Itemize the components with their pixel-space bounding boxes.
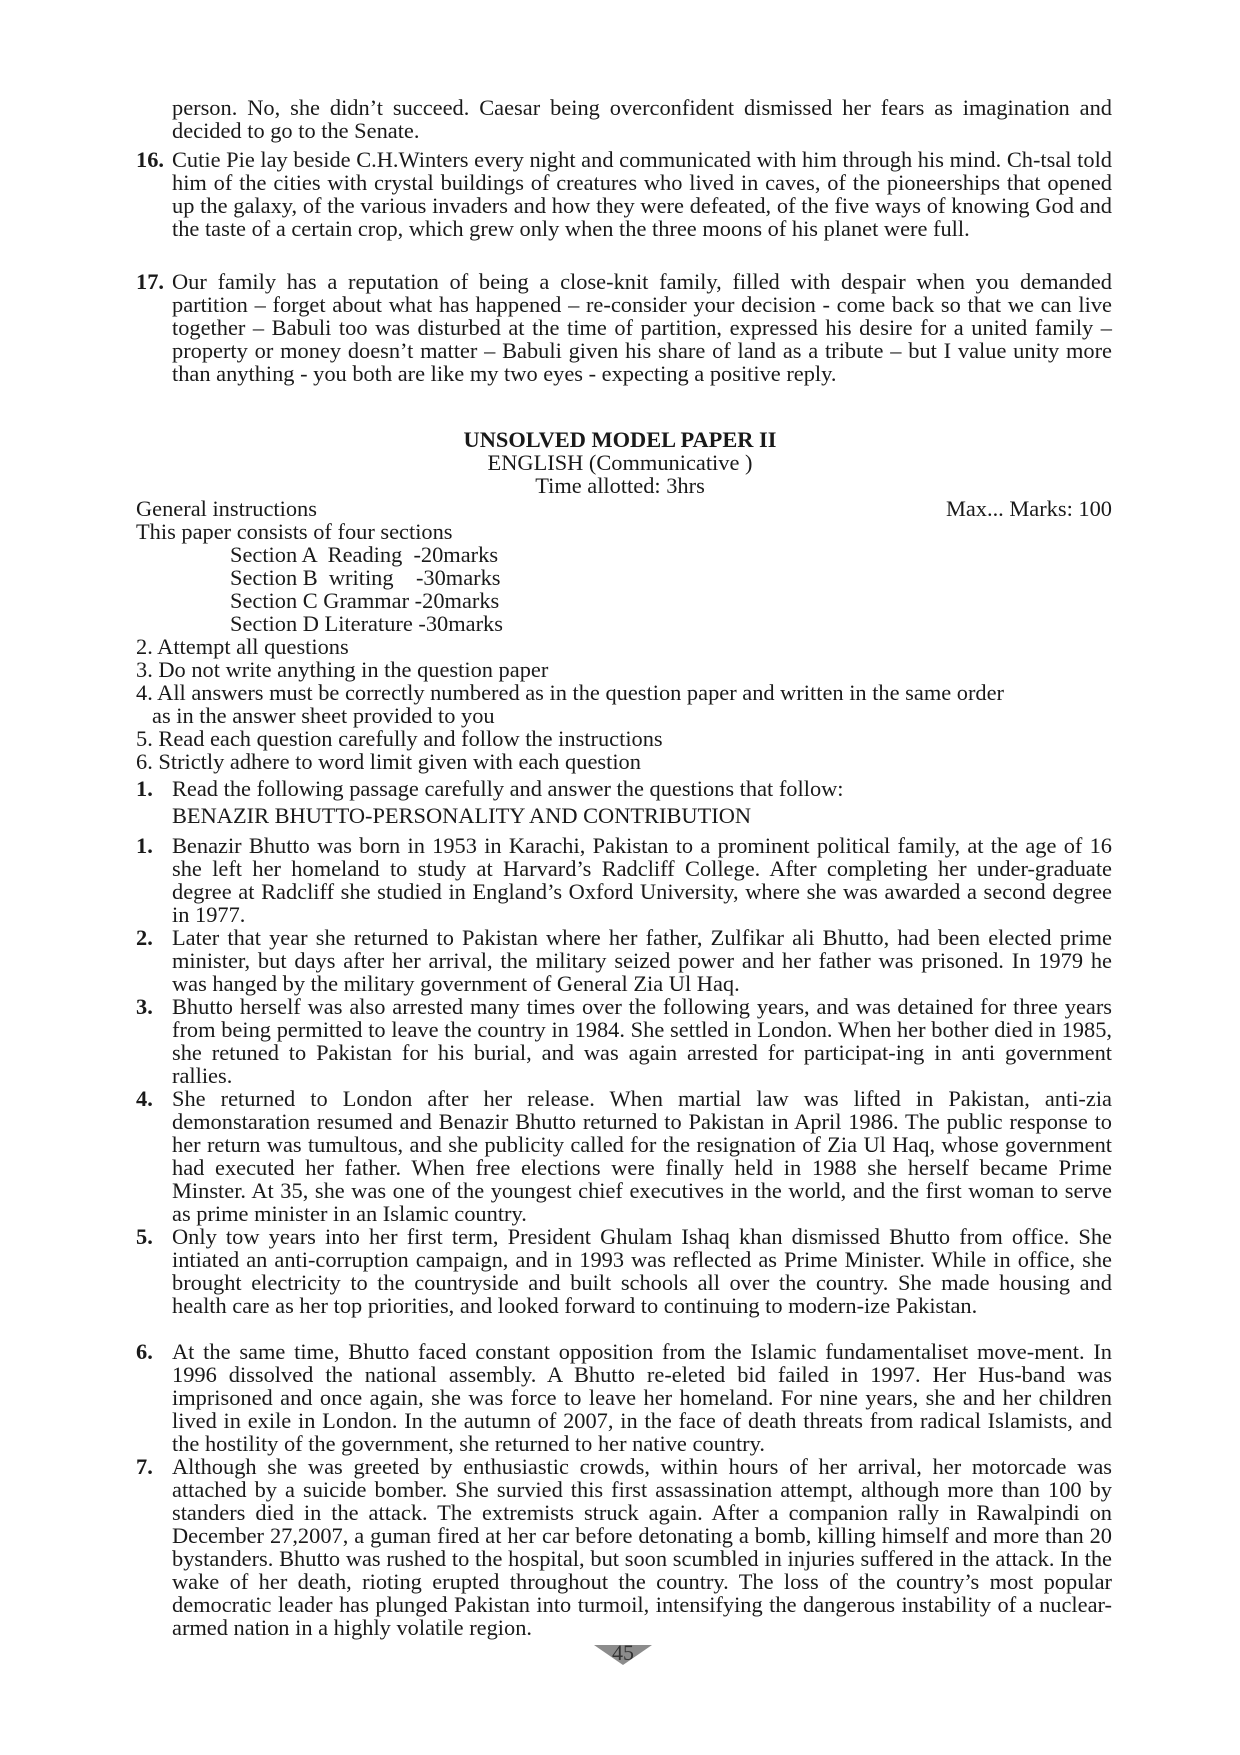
paragraph-number: 3.: [136, 994, 153, 1019]
instruction-3: 3. Do not write anything in the question paper: [136, 657, 549, 682]
instruction-2: 2. Attempt all questions: [136, 634, 349, 659]
instruction-5: 5. Read each question carefully and follow the instructions: [136, 726, 663, 751]
passage-paragraph-1: [136, 834, 1112, 926]
instruction-4-continued: as in the answer sheet provided to you: [152, 703, 495, 728]
answer-16: [136, 148, 1112, 240]
section-a: Section A Reading -20marks: [230, 542, 499, 567]
section-d: Section D Literature -30marks: [230, 611, 503, 636]
time-allotted: Time allotted: 3hrs: [535, 473, 705, 498]
question-1: [136, 777, 1112, 800]
question-text: Read the following passage carefully and answer the questions that follow:: [172, 776, 844, 801]
paragraph-number: 2.: [136, 925, 153, 950]
paragraph-text: Bhutto herself was also arrested many times over the following years, and was detained for three years from being permitted to leave the country in 1984. She settled in London. When her bother died in 1985, she retuned to Pakistan for his burial, and was again arrested for participat-ing in anti government rallies.: [172, 994, 1112, 1088]
section-b: Section B writing -30marks: [230, 565, 501, 590]
section-c: Section C Grammar -20marks: [230, 588, 500, 613]
page-number-marker: [594, 1641, 652, 1665]
general-instructions-heading: General instructions: [136, 496, 317, 521]
paragraph-number: 4.: [136, 1086, 153, 1111]
passage-title: BENAZIR BHUTTO-PERSONALITY AND CONTRIBUTION: [172, 803, 752, 828]
answer-text: Cutie Pie lay beside C.H.Winters every night and communicated with him through his mind. Ch-tsal told him of the cities with crystal buildings of creatures who lived in caves, of the pioneerships that opened up the galaxy, of the various invaders and how they were defeated, of the five ways of knowing God and the taste of a certain crop, which grew only when the three moons of his planet were full.: [172, 147, 1112, 241]
paragraph-text: Later that year she returned to Pakistan where her father, Zulfikar ali Bhutto, had been elected prime minister, but days after her arrival, the military seized power and her father was prisoned. In 1979 he was hanged by the military government of General Zia Ul Haq.: [172, 925, 1112, 996]
passage-paragraph-5: [136, 1225, 1112, 1317]
paragraph-number: 1.: [136, 833, 153, 858]
paragraph-text: At the same time, Bhutto faced constant opposition from the Islamic fundamentaliset move-ment. In 1996 dissolved the national assembly. A Bhutto re-eleted bid failed in 1997. Her Hus-band was imprisoned and once again, she was force to leave her homeland. For nine years, she and her children lived in exile in London. In the autumn of 2007, in the face of death threats from radical Islamists, and the hostility of the government, she returned to her native country.: [172, 1339, 1112, 1456]
passage-paragraph-2: [136, 926, 1112, 995]
continuation-paragraph: person. No, she didn’t succeed. Caesar being overconfident dismissed her fears as imagination and decided to go to the Senate.: [172, 95, 1112, 143]
paper-consists: This paper consists of four sections: [136, 519, 453, 544]
question-number: 1.: [136, 776, 153, 801]
page-number: 45: [612, 1640, 634, 1665]
paragraph-text: She returned to London after her release. When martial law was lifted in Pakistan, anti-zia demonstaration resumed and Benazir Bhutto returned to Pakistan in April 1986. The public response to her return was tumultous, and she publicity called for the resignation of Zia Ul Haq, whose government had executed her father. When free elections were finally held in 1988 she herself became Prime Minster. At 35, she was one of the youngest chief executives in the world, and the first woman to serve as prime minister in an Islamic country.: [172, 1086, 1112, 1226]
paper-subject: ENGLISH (Communicative ): [487, 450, 753, 475]
instruction-6: 6. Strictly adhere to word limit given with each question: [136, 749, 641, 774]
paper-title: UNSOLVED MODEL PAPER II: [463, 427, 777, 452]
passage-paragraph-6: [136, 1340, 1112, 1455]
paragraph-text: Only tow years into her first term, President Ghulam Ishaq khan dismissed Bhutto from office. She intiated an anti-corruption campaign, and in 1993 was reflected as Prime Minister. While in office, she brought electricity to the countryside and built schools all over the country. She made housing and health care as her top priorities, and looked forward to continuing to modern-ize Pakistan.: [172, 1224, 1112, 1318]
paragraph-text: Benazir Bhutto was born in 1953 in Karachi, Pakistan to a prominent political family, at the age of 16 she left her homeland to study at Harvard’s Radcliff College. After completing her under-graduate degree at Radcliff she studied in England’s Oxford University, where she was awarded a second degree in 1977.: [172, 833, 1112, 927]
passage-paragraph-4: [136, 1087, 1112, 1225]
paragraph-text: Although she was greeted by enthusiastic crowds, within hours of her arrival, her motorcade was attached by a suicide bomber. She survied this first assassination attempt, although more than 100 by standers died in the attack. The extremists struck again. After a companion rally in Rawalpindi on December 27,2007, a guman fired at her car before detonating a bomb, killing himself and more than 20 bystanders. Bhutto was rushed to the hospital, but soon scumbled in injuries suffered in the attack. In the wake of her death, rioting erupted throughout the country. The loss of the country’s most popular democratic leader has plunged Pakistan into turmoil, intensifying the dangerous instability of a nuclear-armed nation in a highly volatile region.: [172, 1454, 1112, 1640]
answer-17: [136, 270, 1112, 385]
answer-number: 16.: [136, 147, 164, 172]
answer-text: Our family has a reputation of being a close-knit family, filled with despair when you demanded partition – forget about what has happened – re-consider your decision - come back so that we can live together – Babuli too was disturbed at the time of partition, expressed his desire for a united family – property or money doesn’t matter – Babuli given his share of land as a tribute – but I value unity more than anything - you both are like my two eyes - expecting a positive reply.: [172, 269, 1112, 386]
paragraph-number: 7.: [136, 1454, 153, 1479]
max-marks: Max... Marks: 100: [945, 496, 1112, 521]
passage-paragraph-7: [136, 1455, 1112, 1639]
paragraph-number: 5.: [136, 1224, 153, 1249]
passage-paragraph-3: [136, 995, 1112, 1087]
paragraph-number: 6.: [136, 1339, 153, 1364]
answer-number: 17.: [136, 269, 164, 294]
instruction-4: 4. All answers must be correctly numbered as in the question paper and written in the same order: [136, 680, 1005, 705]
